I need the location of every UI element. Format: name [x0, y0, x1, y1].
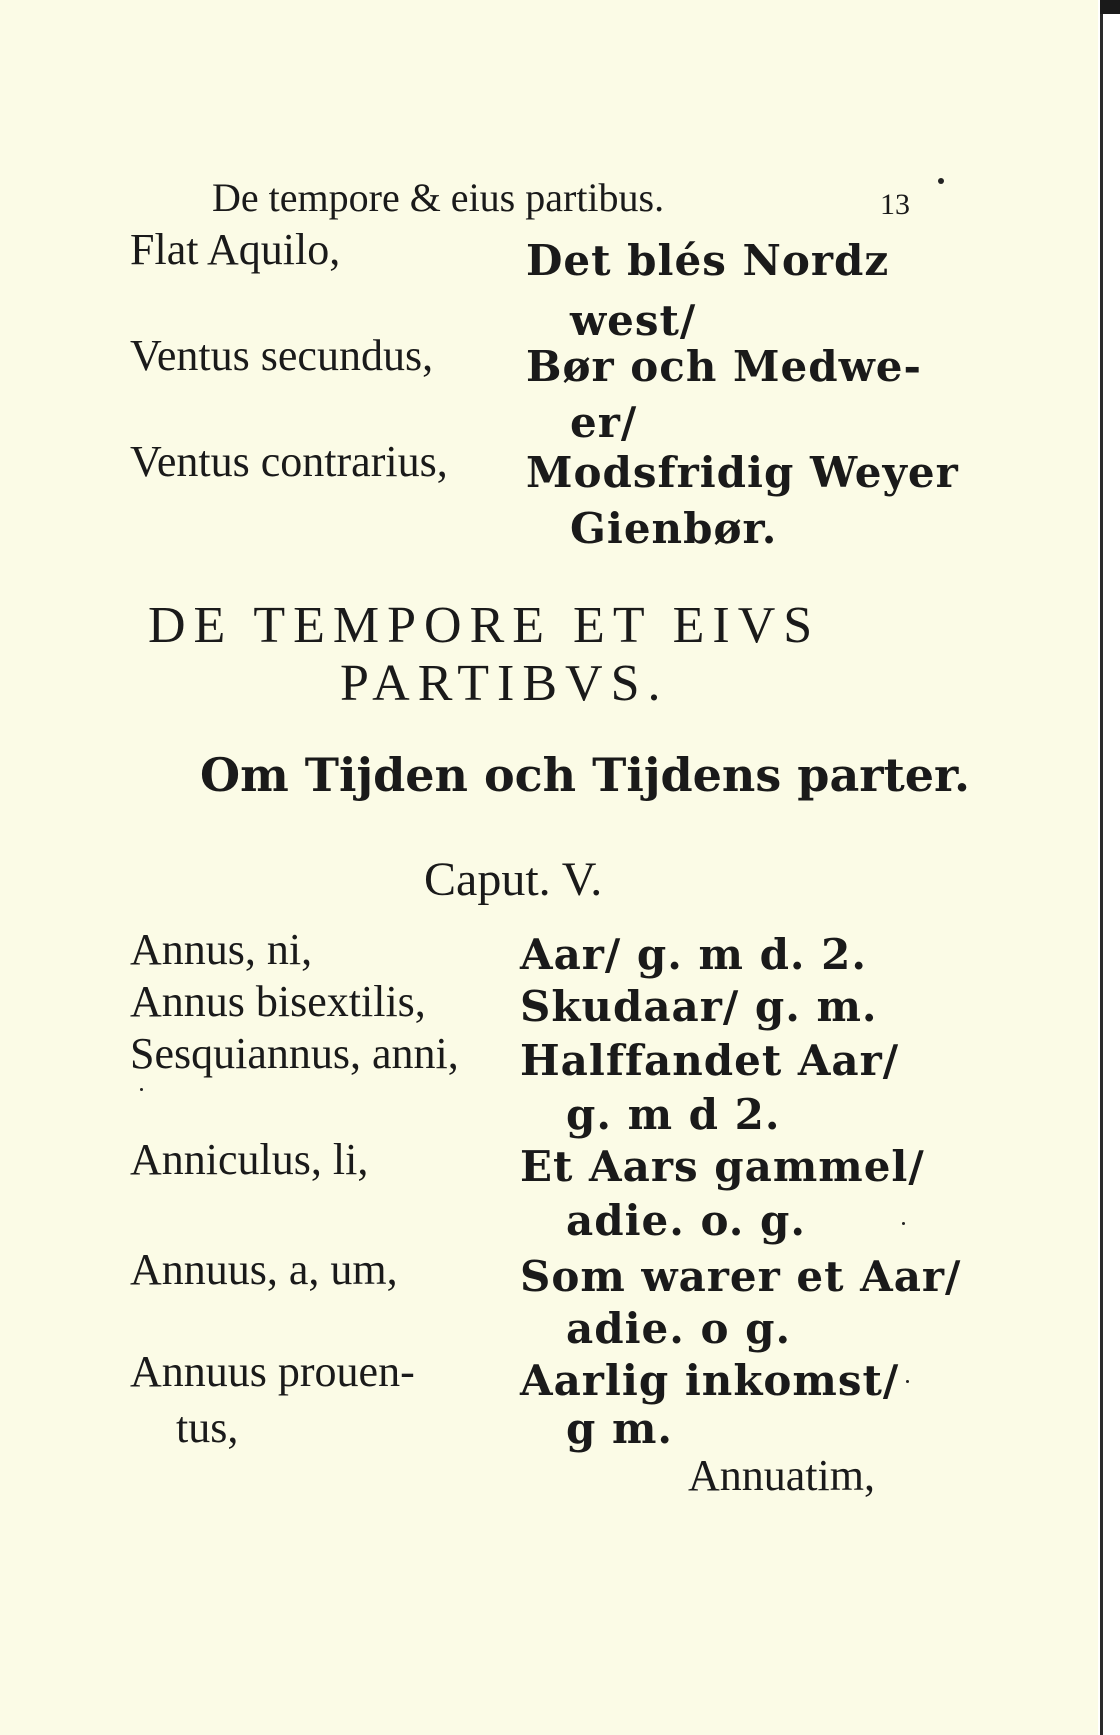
running-head-title: De tempore & eius partibus.	[212, 175, 665, 220]
catchword: Annuatim,	[688, 1451, 875, 1500]
entry-swedish-anniculus: Et Aars gammel/	[520, 1142, 925, 1191]
entry-swedish-cont-annuus: adie. o g.	[566, 1304, 792, 1353]
section-title-line1: DE TEMPORE ET EIVS	[148, 597, 821, 654]
scan-edge-mark	[1100, 0, 1120, 14]
entry-latin-annus: Annus, ni,	[130, 925, 313, 974]
entry-latin-sesquiannus: Sesquiannus, anni,	[130, 1029, 459, 1078]
entry-swedish-annuus: Som warer et Aar/	[520, 1252, 962, 1301]
entry-latin-anniculus: Anniculus, li,	[130, 1135, 369, 1184]
entry-swedish-annuus-prouentus: Aarlig inkomst/	[520, 1356, 900, 1405]
entry-swedish-annus: Aar/ g. m d. 2.	[520, 930, 868, 979]
entry-swedish-annus-bisextilis: Skudaar/ g. m.	[520, 982, 878, 1031]
entry-swedish-cont-ventus-secundus: er/	[570, 398, 638, 447]
entry-latin-annuus: Annuus, a, um,	[130, 1245, 398, 1294]
entry-latin-flat-aquilo: Flat Aquilo,	[130, 225, 341, 274]
ink-speck	[938, 178, 944, 184]
entry-swedish-cont-annuus-prouentus: g m.	[566, 1404, 674, 1453]
ink-speck	[140, 1088, 143, 1091]
entry-latin-ventus-secundus: Ventus secundus,	[130, 331, 434, 380]
entry-swedish-cont-flat-aquilo: west/	[570, 296, 697, 345]
entry-latin-annus-bisextilis: Annus bisextilis,	[130, 977, 426, 1026]
entry-swedish-ventus-contrarius: Modsfridig Weyer	[526, 448, 959, 497]
scan-edge-line	[1100, 14, 1103, 1735]
entry-swedish-ventus-secundus: Bør och Medwe-	[526, 342, 922, 391]
entry-swedish-cont-anniculus: adie. o. g.	[566, 1196, 807, 1245]
entry-latin-cont-annuus-prouentus: tus,	[176, 1403, 239, 1452]
entry-swedish-sesquiannus: Halffandet Aar/	[520, 1036, 900, 1085]
entry-swedish-cont-sesquiannus: g. m d 2.	[566, 1090, 781, 1139]
entry-swedish-cont-ventus-contrarius: Gienbør.	[570, 504, 778, 553]
page-number: 13	[880, 188, 910, 221]
chapter-heading: Caput. V.	[424, 853, 603, 906]
entry-swedish-flat-aquilo: Det blés Nordz	[526, 236, 890, 285]
entry-latin-ventus-contrarius: Ventus contrarius,	[130, 437, 448, 486]
ink-speck	[902, 1222, 905, 1225]
ink-speck	[906, 1380, 909, 1383]
section-title-line2: PARTIBVS.	[340, 655, 669, 712]
entry-latin-annuus-prouentus: Annuus prouen-	[130, 1347, 415, 1396]
swedish-heading: Om Tijden och Tijdens parter.	[200, 748, 971, 802]
